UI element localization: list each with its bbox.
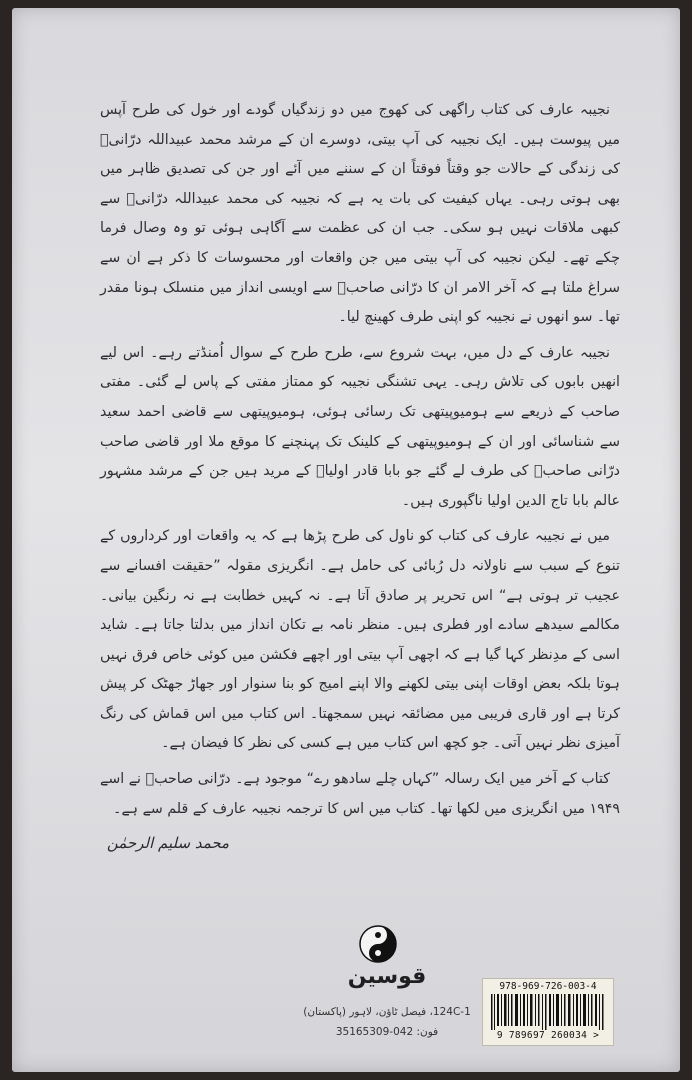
isbn-number-top: 978-969-726-003-4 bbox=[499, 981, 597, 992]
author-signature: محمد سلیم الرحمٰن bbox=[106, 834, 230, 852]
blurb-paragraph-2: نجیبہ عارف کے دل میں، بہت شروع سے، طرح طرح کے سوال اُمنڈتے رہے۔ اس لیے انھیں بابوں کی تلاش رہی۔ یہی تشنگی نجیبہ کو ممتاز مفتی کے پاس لے گئی۔ مفتی صاحب کے ذریعے سے ہومیوپیتھی تک رسائی ہوئی، ہومیوپیتھی سے قاضی احمد سعید سے شناسائی اور ان کے ہومیوپیتھی کے کلینک تک پہنچنے کا موقع ملا اور قاضی صاحب درّانی صاحبؒ کی طرف لے گئے جو بابا قادر اولیاؒ کے مرید ہیں جن کے مرشد مشہور عالم بابا تاج الدین اولیا ناگپوری ہیں۔ bbox=[100, 344, 620, 509]
publisher-address: 124C-1، فیصل ٹاؤن، لاہور (پاکستان) bbox=[303, 1006, 471, 1018]
isbn-number-bottom: 9 789697 260034 > bbox=[496, 1030, 600, 1041]
blurb-text bbox=[100, 96, 620, 830]
yin-yang-logo-icon bbox=[358, 924, 398, 964]
isbn-barcode bbox=[482, 978, 614, 1046]
publisher-phone: فون: 042-35165309 bbox=[335, 1026, 439, 1038]
barcode-bars bbox=[491, 994, 605, 1030]
publisher-name: قوسین bbox=[347, 964, 427, 989]
blurb-paragraph-1: نجیبہ عارف کی کتاب راگھی کی کھوج میں دو زندگیاں گودے اور خول کی طرح آپس میں پیوست ہیں۔ ایک نجیبہ کی آپ بیتی، دوسرے ان کے مرشد محمد عبیداللہ درّانیؒ کی زندگی کے حالات جو وقتاً فوقتاً ان کے سننے میں آئے اور جن کی تصدیق ظاہر میں بھی ہوتی رہی۔ یہاں کیفیت کی بات یہ ہے کہ نجیبہ کی محمد عبیداللہ درّانیؒ سے کبھی ملاقات نہیں ہو سکی۔ جب ان کی عظمت سے آگاہی ہوئی تو وہ وصال فرما چکے تھے۔ لیکن نجیبہ کی آپ بیتی میں جن واقعات اور محسوسات کا ذکر ہے ان سے سراغ ملتا ہے کہ آخر الامر ان کا درّانی صاحبؒ سے اویسی انداز میں منسلک ہونا مقدر تھا۔ سو انھوں نے نجیبہ کو اپنی طرف کھینچ لیا۔ bbox=[100, 102, 620, 326]
back-cover bbox=[12, 8, 680, 1072]
blurb-paragraph-4: کتاب کے آخر میں ایک رسالہ ”کہاں چلے سادھو رے“ موجود ہے۔ درّانی صاحبؒ نے اسے ۱۹۴۹ میں انگریزی میں لکھا تھا۔ کتاب میں اس کا ترجمہ نجیبہ عارف کے قلم سے ہے۔ bbox=[100, 771, 620, 817]
publisher-block bbox=[302, 908, 472, 1058]
blurb-paragraph-3: میں نے نجیبہ عارف کی کتاب کو ناول کی طرح پڑھا ہے کہ یہ واقعات اور کرداروں کے تنوع کے سبب سے ناولانہ دل رُبائی کی حامل ہے۔ انگریزی مقولہ ”حقیقت افسانے سے عجیب تر ہوتی ہے“ اس تحریر پر صادق آتا ہے۔ نہ کہیں خطابت ہے نہ رنگین بیانی۔ مکالمے سیدھے سادے اور فطری ہیں۔ منظر نامہ بے تکان انداز میں بدلتا جاتا ہے۔ شاید اسی کے مدِنظر کہا گیا ہے کہ اچھی آپ بیتی اور اچھے فکشن میں کوئی خاص فرق نہیں ہوتا بلکہ بعض اوقات اپنی بیتی لکھنے والا اپنے امیج کو بنا سنوار اور جھاڑ جھٹک کر پیش کرتا ہے اور قاری فریبی میں مضائقہ نہیں سمجھتا۔ اس کتاب میں اس قماش کی رنگ آمیزی نظر نہیں آتی۔ جو کچھ اس کتاب میں ہے کسی کی نظر کا فیضان ہے۔ bbox=[100, 528, 620, 752]
